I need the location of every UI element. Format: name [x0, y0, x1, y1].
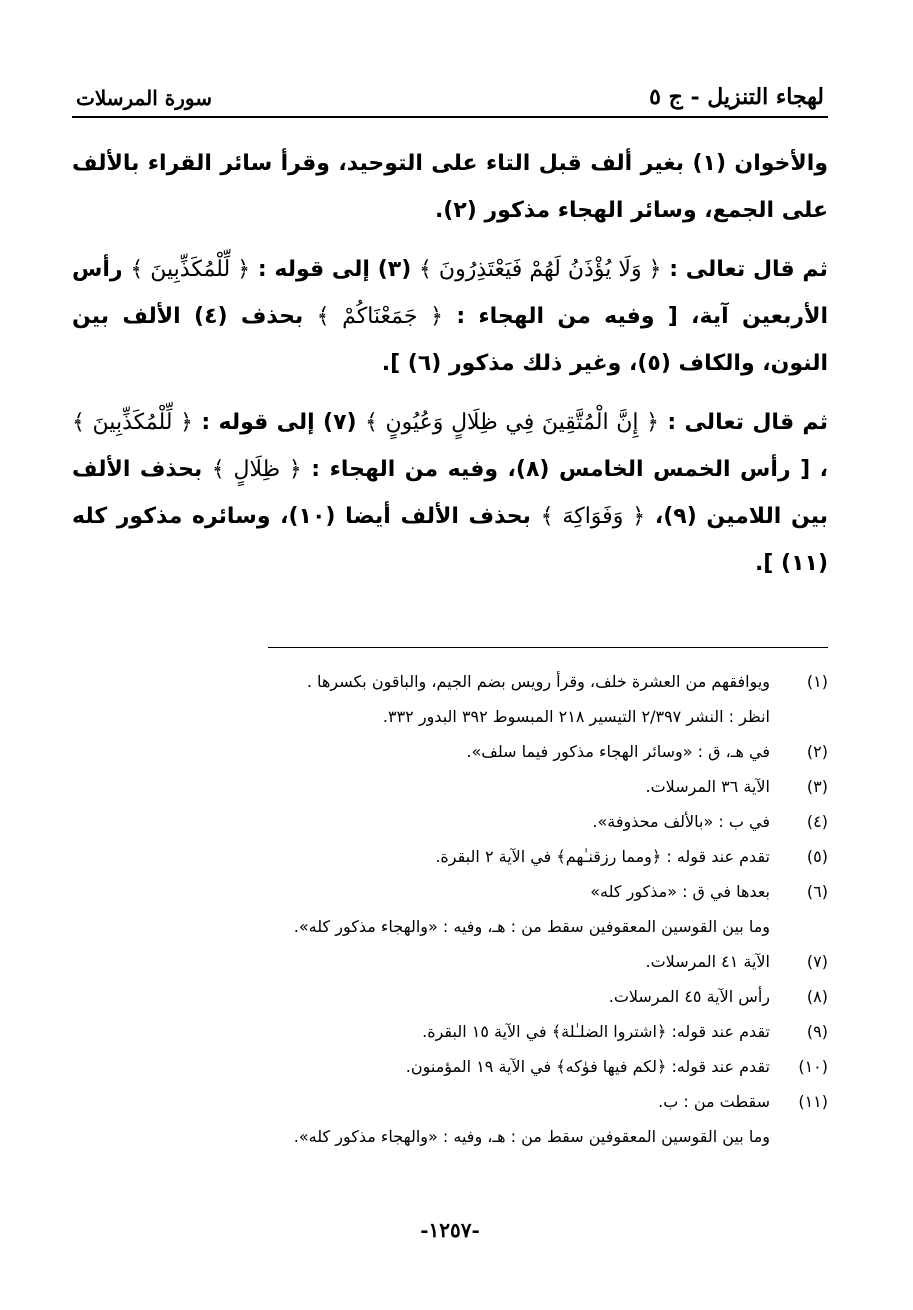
book-title: لهجاء التنزيل - ج ٥: [649, 84, 824, 110]
footnote: [72, 839, 828, 874]
footnote-number: (١): [806, 672, 828, 691]
footnote-text: رأس الآية ٤٥ المرسلات.: [608, 987, 770, 1006]
footnote: [72, 874, 828, 909]
footnote-number: (٨): [806, 987, 828, 1006]
paragraph-3: [72, 399, 828, 587]
text-segment: ثم قال تعالى :: [667, 410, 828, 435]
paragraph-1: والأخوان (١) بغير ألف قبل التاء على التوحيد، وقرأ سائر القراء بالألف على الجمع، وسائر الهجاء مذكور (٢).: [72, 151, 828, 223]
footnote-continuation: وما بين القوسين المعقوفين سقط من : هـ، وفيه : «والهجاء مذكور كله».: [293, 917, 770, 936]
quran-verse: ﴿ جَمَعْنَاكُمْ ﴾: [316, 304, 443, 329]
footnote-text: تقدم عند قوله : ﴿ومما رزقنـٰهم﴾ في الآية ٢ البقرة.: [435, 847, 770, 866]
footnote-continuation: وما بين القوسين المعقوفين سقط من : هـ، وفيه : «والهجاء مذكور كله».: [293, 1127, 770, 1146]
text-segment: (٣) إلى قوله :: [257, 257, 412, 282]
quran-verse: ﴿ لِّلْمُكَذِّبِينَ ﴾: [130, 257, 251, 282]
footnote: [72, 664, 828, 699]
footnote-number: (٣): [806, 777, 828, 796]
footnote-continuation: انظر : النشر ٢/٣٩٧ التيسير ٢١٨ المبسوط ٣٩٢ البدور ٣٣٢.: [382, 707, 770, 726]
quran-verse: ﴿ وَفَوَاكِهَ ﴾: [540, 504, 646, 529]
footnote-number: (١١): [798, 1092, 828, 1111]
footnote-number: (٦): [806, 882, 828, 901]
footnote-text: في هـ، ق : «وسائر الهجاء مذكور فيما سلف».: [466, 742, 770, 761]
footnote-number: (٢): [806, 742, 828, 761]
text-segment: رأس الأربعين آية، [ وفيه من الهجاء :: [72, 257, 829, 329]
text-segment: (٧) إلى قوله :: [201, 410, 357, 435]
text-segment: ، [ رأس الخمس الخامس (٨)، وفيه من الهجاء :: [311, 457, 829, 482]
quran-verse: ﴿ لِّلْمُكَذِّبِينَ ﴾: [72, 410, 194, 435]
footnote: [72, 944, 828, 979]
footnote-divider: [268, 647, 828, 648]
footnote-text: تقدم عند قوله: ﴿اشتروا الضلـٰلة﴾ في الآية ١٥ البقرة.: [422, 1022, 770, 1041]
footnote-text: ويوافقهم من العشرة خلف، وقرأ رويس بضم الجيم، والباقون بكسرها .: [306, 672, 770, 691]
footnote: [72, 979, 828, 1014]
footnote: [72, 804, 828, 839]
footnotes: [72, 664, 828, 1154]
footnote-number: (٧): [806, 952, 828, 971]
quran-verse: ﴿ ظِلَالٍ ﴾: [211, 457, 302, 482]
paragraph-2: [72, 246, 828, 387]
text-segment: ثم قال تعالى :: [669, 257, 828, 282]
running-header: [72, 78, 828, 118]
footnote: [72, 1049, 828, 1084]
footnote-text: سقطت من : ب.: [658, 1092, 770, 1111]
text-segment: بحذف الألف بين اللامين (٩)،: [72, 457, 828, 529]
surah-title: سورة المرسلات: [76, 86, 212, 110]
footnote-number: (٩): [806, 1022, 828, 1041]
footnote: [72, 734, 828, 769]
footnote-number: (٥): [806, 847, 828, 866]
quran-verse: ﴿ إِنَّ الْمُتَّقِينَ فِي ظِلَالٍ وَعُيُونٍ ﴾: [364, 410, 660, 435]
text-segment: بحذف الألف أيضا (١٠)، وسائره مذكور كله (١١) ].: [72, 504, 828, 576]
main-text: [72, 140, 828, 587]
quran-verse: ﴿ وَلَا يُؤْذَنُ لَهُمْ فَيَعْتَذِرُونَ ﴾: [418, 257, 662, 282]
footnote: [72, 1014, 828, 1049]
text-segment: بحذف (٤) الألف بين النون، والكاف (٥)، وغير ذلك مذكور (٦) ].: [72, 304, 828, 376]
footnote-number: (٤): [806, 812, 828, 831]
footnote-text: تقدم عند قوله: ﴿لكم فيها فوٰكه﴾ في الآية ١٩ المؤمنون.: [405, 1057, 770, 1076]
footnote-number: (١٠): [798, 1057, 828, 1076]
page-number: -١٢٥٧-: [420, 1218, 480, 1242]
footnote-text: الآية ٤١ المرسلات.: [645, 952, 770, 971]
footnote-text: الآية ٣٦ المرسلات.: [645, 777, 770, 796]
footnote: [72, 769, 828, 804]
footnote-text: بعدها في ق : «مذكور كله»: [590, 882, 770, 901]
footnote: [72, 1084, 828, 1119]
document-page: [72, 78, 828, 1278]
footnote-text: في ب : «بالألف محذوفة».: [592, 812, 770, 831]
